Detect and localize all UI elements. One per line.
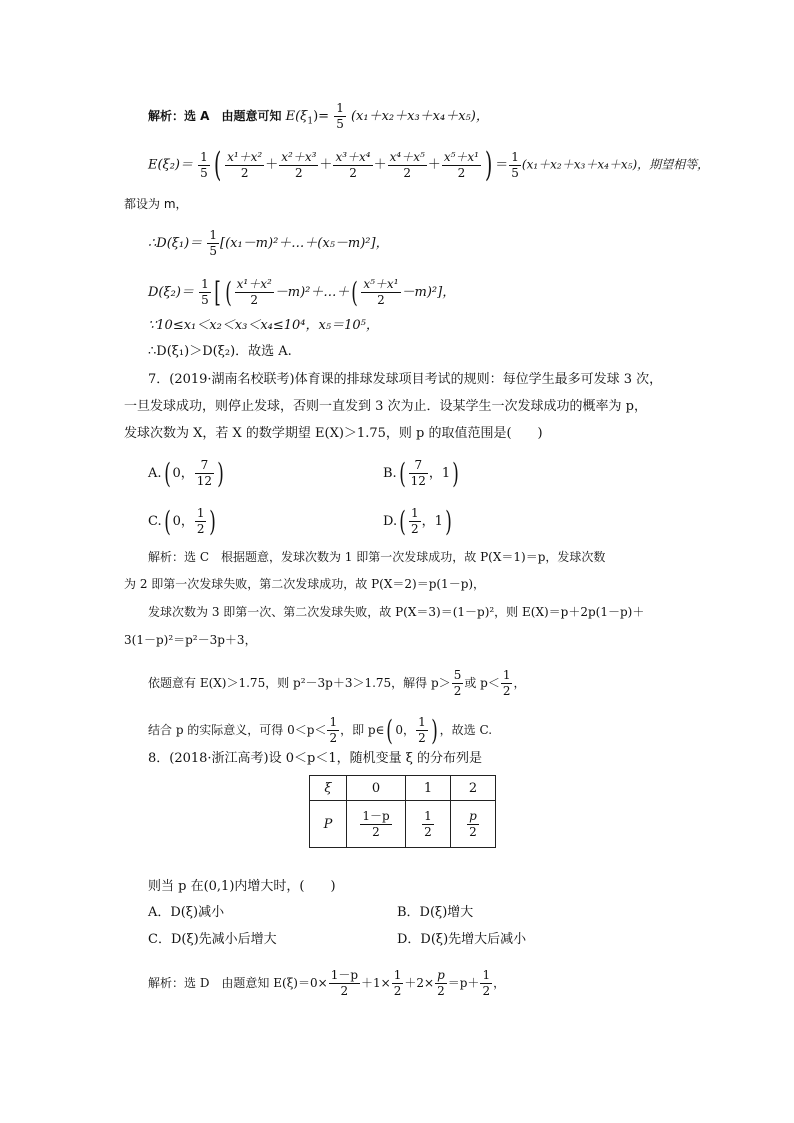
fraction: $\frac{5}{2}$: [453, 668, 462, 698]
solution-head: 解析：选 A 由题意可知: [148, 109, 282, 123]
option-c: C.( 0， $\frac{1}{2}$ ): [148, 504, 217, 538]
fraction: $\frac{\text{x¹＋x²}}{2}$: [227, 149, 263, 180]
fraction: $\frac{1}{5}$: [209, 228, 217, 258]
q8-option-a: A．D(ξ)减小: [148, 905, 225, 920]
option-a: A.( 0， $\frac{7}{12}$ ): [148, 456, 224, 490]
fraction: $\frac{1}{2}$: [411, 506, 419, 536]
fraction: $\frac{1}{5}$: [200, 149, 208, 180]
solution-c-line-1: 解析：选 C 根据题意，发球次数为 1 即第一次发球成功，故 P(X＝1)＝p，发球次数: [148, 550, 606, 564]
solution-c-line-5: 依题意有 E(X)＞1.75，则 p²－3p＋3＞1.75，解得 p＞ $\frac{5}{2}$ 或 p＜ $\frac{1}{2}$ ，: [148, 668, 526, 698]
solution-d-line-1: 解析：选 D 由题意知 E(ξ)＝0× $\frac{1-p}{2}$ ＋1× $\frac{1}{2}$ ＋2× $\frac{p}{2}$ ＝p＋ $\frac{1}{2}$ ，: [148, 968, 506, 998]
table-row: P $\frac{1-p}{2}$ $\frac{1}{2}$ $\frac{p}{2}$: [310, 801, 496, 848]
fraction: $\frac{1}{2}$: [502, 668, 511, 698]
question-7-line-3: 发球次数为 X，若 X 的数学期望 E(X)＞1.75，则 p 的取值范围是( ): [124, 426, 543, 441]
solution-a-line-4: ∴D(ξ₁)＝ $\frac{1}{5}$ [(x₁－m)²＋…＋(x₅－m)²]，: [148, 228, 389, 258]
fraction: $\frac{\text{x⁵＋x¹}}{2}$: [363, 277, 399, 307]
fraction: $\frac{7}{12}$: [410, 458, 426, 488]
fraction: $\frac{1}{2}$: [196, 506, 205, 536]
fraction: $\frac{1}{2}$: [424, 808, 432, 839]
solution-c-line-2: 为 2 即第一次发球失败，第二次发球成功，故 P(X＝2)＝p(1－p)，: [124, 577, 486, 591]
option-b: B.( $\frac{7}{12}$ ，1): [383, 456, 459, 490]
q8-option-d: D．D(ξ)先增大后减小: [397, 932, 527, 947]
fraction: $\frac{\text{x¹＋x²}}{2}$: [236, 277, 272, 307]
fraction: $\frac{1}{2}$: [418, 715, 426, 745]
fraction: $\frac{1-p}{2}$: [362, 808, 390, 839]
solution-c-line-6: 结合 p 的实际意义，可得 0＜p＜ $\frac{1}{2}$ ，即 p∈( 0， $\frac{1}{2}$ ) ，故选 C.: [148, 713, 493, 747]
solution-a-line-3: 都设为 m，: [124, 197, 188, 211]
solution-a-line-2: E(ξ₂)＝ $\frac{1}{5}$ ( $\frac{\text{x¹＋x²}}{2}$ ＋ $\frac{\text{x²＋x³}}{2}$ ＋ $\frac{\text{x³＋x⁴}}{2}$ ＋ $\frac{\text{x⁴＋x⁵}}{2}$ ＋ $\frac{\text{x⁵＋x¹}}{2}$ ) ＝ $\frac{1}{5}$ (x₁＋x₂＋x₃＋x₄＋x₅)，期望相等，: [148, 145, 710, 185]
fraction: $\frac{1}{5}$: [201, 277, 209, 307]
fraction: $\frac{\text{x⁴＋x⁵}}{2}$: [389, 149, 425, 180]
q8-option-c: C．D(ξ)先减小后增大: [148, 932, 277, 947]
solution-a-line-6: ∵10≤x₁＜x₂＜x₃＜x₄≤10⁴，x₅＝10⁵，: [148, 318, 379, 333]
fraction: $\frac{\text{x²＋x³}}{2}$: [281, 149, 317, 180]
option-d: D.( $\frac{1}{2}$ ，1): [383, 504, 452, 538]
q8-option-b: B．D(ξ)增大: [397, 905, 474, 920]
fraction: $\frac{1}{5}$: [511, 149, 519, 180]
fraction: $\frac{7}{12}$: [196, 458, 213, 488]
solution-a-line-1: 解析：选 A 由题意可知 $E(\xi_1)=$ $\frac{1}{5}$ (x₁＋x₂＋x₃＋x₄＋x₅)，: [148, 101, 489, 131]
fraction: $\frac{1}{5}$: [336, 101, 344, 131]
question-8-line-1: 8．(2018·浙江高考)设 0＜p＜1，随机变量 ξ 的分布列是: [148, 751, 483, 766]
fraction: $\frac{\text{x⁵＋x¹}}{2}$: [443, 149, 479, 180]
fraction: $\frac{\text{x³＋x⁴}}{2}$: [335, 149, 371, 180]
distribution-table: [309, 775, 496, 848]
solution-c-line-3: 发球次数为 3 即第一次、第二次发球失败，故 P(X＝3)＝(1－p)²，则 E(X)＝p＋2p(1－p)＋: [148, 605, 645, 619]
solution-c-line-4: 3(1－p)²＝p²－3p＋3，: [124, 633, 257, 647]
solution-a-line-7: ∴D(ξ₁)＞D(ξ₂)．故选 A.: [148, 344, 292, 359]
question-7-line-2: 一旦发球成功，则停止发球，否则一直发到 3 次为止．设某学生一次发球成功的概率为 p，: [124, 399, 647, 414]
solution-a-line-5: D(ξ₂)＝ $\frac{1}{5}$ [ ( $\frac{\text{x¹＋x²}}{2}$ －m)²＋…＋( $\frac{\text{x⁵＋x¹}}{2}$ －m)²]，: [148, 275, 456, 309]
fraction: $\frac{1}{2}$: [329, 715, 338, 745]
fraction: $\frac{p}{2}$: [437, 968, 445, 998]
table-row: ξ 0 1 2: [310, 776, 496, 801]
fraction: $\frac{p}{2}$: [469, 808, 477, 839]
question-8-line-2: 则当 p 在(0,1)内增大时，( ): [148, 879, 336, 894]
fraction: $\frac{1}{2}$: [393, 968, 402, 998]
question-7-line-1: 7．(2019·湖南名校联考)体育课的排球发球项目考试的规则：每位学生最多可发球 3 次，: [148, 372, 663, 387]
fraction: $\frac{1-p}{2}$: [330, 968, 359, 998]
fraction: $\frac{1}{2}$: [482, 968, 491, 998]
